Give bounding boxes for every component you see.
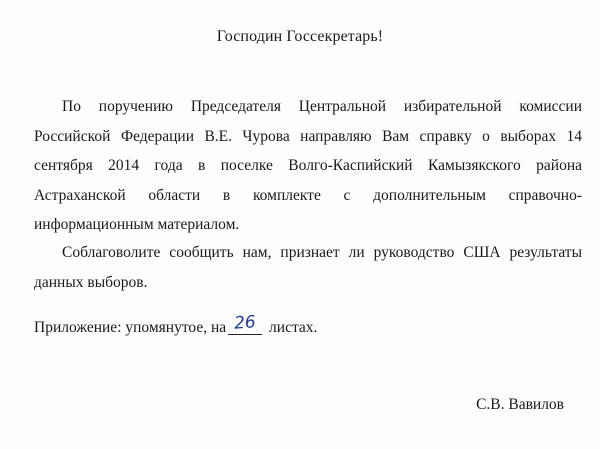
attachment-line (34, 314, 317, 340)
body-paragraph-question: Соблаговолите сообщить нам, признает ли руководство США результаты данных выборов. (34, 244, 582, 291)
attachment-prefix: Приложение: упомянутое, на (34, 319, 227, 336)
body-paragraph-request: По поручению Председателя Центральной избирательной комиссии Российской Федерации В.Е. Чурова направляю Вам справку о выборах 14 сентября 2014 года в поселке Волго-Каспийский Камызякского района Астраханской области в комплекте с дополнительным справочно-информационным материалом. (34, 98, 582, 233)
attachment-suffix: листах. (269, 319, 318, 336)
sheet-count-blank (228, 314, 262, 335)
handwritten-sheet-count: 26 (233, 312, 257, 334)
signatory-name: С.В. Вавилов (476, 396, 564, 413)
salutation: Господин Госсекретарь! (216, 28, 384, 45)
